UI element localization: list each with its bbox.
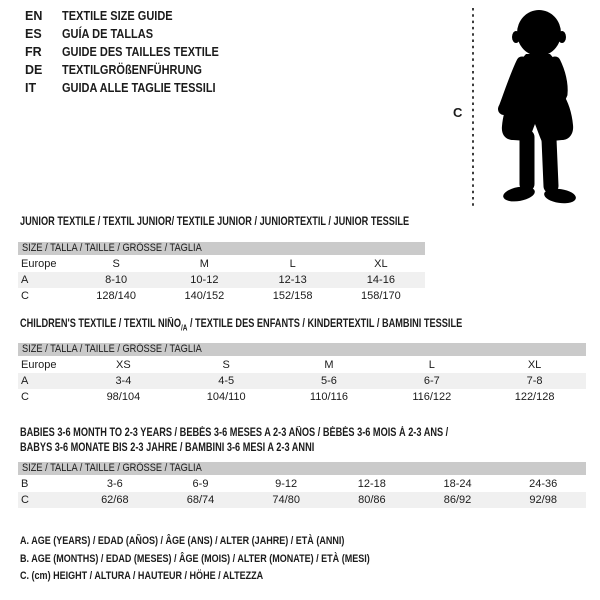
height-value: 128/140 bbox=[96, 290, 136, 302]
table-row-height bbox=[18, 288, 425, 304]
age-months-value: 9-12 bbox=[275, 477, 298, 490]
age-months-value: 24-36 bbox=[529, 477, 558, 490]
children-title-sub: /A bbox=[180, 323, 188, 333]
children-table-title bbox=[20, 318, 462, 332]
height-value: 116/122 bbox=[412, 391, 452, 403]
row-label: B bbox=[21, 477, 29, 490]
age-value: 10-12 bbox=[190, 274, 219, 286]
size-column: M bbox=[324, 358, 334, 371]
size-column: S bbox=[112, 257, 120, 270]
row-label: A bbox=[21, 274, 29, 286]
age-months-value: 12-18 bbox=[357, 477, 386, 490]
footnote-c: C. (cm) HEIGHT / ALTURA / HAUTEUR / HÖHE / ALTEZZA bbox=[20, 570, 264, 582]
table-row-height bbox=[18, 492, 586, 508]
language-code: FR bbox=[25, 45, 42, 59]
children-title-prefix: CHILDREN'S TEXTILE / TEXTIL NIÑO bbox=[20, 318, 181, 330]
language-code: DE bbox=[25, 63, 43, 77]
height-value: 92/98 bbox=[529, 494, 557, 506]
height-measure-label: C bbox=[453, 105, 463, 120]
babies-title-line2: BABYS 3-6 MONATE BIS 2-3 JAHRE / BAMBINI 3-6 MESI A 2-3 ANNI bbox=[20, 442, 315, 454]
babies-size-table bbox=[18, 462, 586, 508]
language-title: GUIDE DES TAILLES TEXTILE bbox=[62, 45, 219, 59]
size-column: L bbox=[428, 358, 435, 371]
age-months-value: 6-9 bbox=[192, 477, 209, 490]
height-value: 74/80 bbox=[272, 494, 300, 506]
table-row-height bbox=[18, 389, 586, 405]
height-value: 86/92 bbox=[443, 494, 472, 506]
footnote-a: A. AGE (YEARS) / EDAD (AÑOS) / ÂGE (ANS) / ALTER (JAHRE) / ETÀ (ANNI) bbox=[20, 535, 345, 547]
age-value: 8-10 bbox=[105, 274, 128, 286]
height-value: 152/158 bbox=[272, 290, 313, 302]
language-row-it bbox=[25, 79, 240, 97]
age-value: 6-7 bbox=[423, 375, 440, 387]
table-row-columns bbox=[18, 356, 586, 373]
age-value: 7-8 bbox=[526, 375, 543, 387]
age-value: 4-5 bbox=[218, 375, 235, 387]
height-value: 62/68 bbox=[101, 494, 129, 506]
language-row-en bbox=[25, 7, 240, 25]
language-row-de bbox=[25, 61, 240, 79]
height-value: 68/74 bbox=[186, 494, 215, 506]
junior-table-title: JUNIOR TEXTILE / TEXTIL JUNIOR/ TEXTILE JUNIOR / JUNIORTEXTIL / JUNIOR TESSILE bbox=[20, 216, 410, 228]
height-value: 158/170 bbox=[360, 290, 401, 302]
height-value: 140/152 bbox=[184, 290, 225, 302]
height-value: 98/104 bbox=[106, 391, 141, 403]
language-row-fr bbox=[25, 43, 240, 61]
babies-table-title bbox=[20, 426, 448, 456]
row-label: C bbox=[21, 290, 29, 302]
size-column: XS bbox=[116, 358, 131, 371]
children-title-suffix: / TEXTILE DES ENFANTS / KINDERTEXTIL / BAMBINI TESSILE bbox=[187, 318, 463, 330]
babies-title-line1: BABIES 3-6 MONTH TO 2-3 YEARS / BEBÉS 3-6 MESES A 2-3 AÑOS / BÉBÉS 3-6 MOIS À 2-3 ANS / bbox=[20, 427, 449, 439]
size-header-band bbox=[18, 242, 425, 255]
age-months-value: 3-6 bbox=[106, 477, 123, 490]
baby-silhouette-icon bbox=[482, 2, 595, 213]
table-row-columns bbox=[18, 255, 425, 272]
size-column: M bbox=[199, 257, 209, 270]
age-value: 14-16 bbox=[366, 274, 395, 286]
language-row-es bbox=[25, 25, 240, 43]
size-header-band bbox=[18, 462, 586, 475]
size-header-label: SIZE / TALLA / TAILLE / GRÖSSE / TAGLIA bbox=[22, 242, 202, 254]
height-value: 104/110 bbox=[206, 391, 246, 403]
height-measure-dashed-line bbox=[470, 8, 476, 206]
region-label: Europe bbox=[21, 257, 57, 270]
height-value: 122/128 bbox=[514, 391, 555, 403]
height-value: 110/116 bbox=[309, 391, 349, 403]
size-column: L bbox=[289, 257, 296, 270]
language-title: GUIDA ALLE TAGLIE TESSILI bbox=[62, 81, 216, 95]
region-label: Europe bbox=[21, 358, 57, 371]
age-months-value: 18-24 bbox=[443, 477, 472, 490]
language-list bbox=[25, 7, 240, 97]
size-column: XL bbox=[527, 358, 542, 371]
row-label: C bbox=[21, 391, 29, 403]
junior-size-table bbox=[18, 242, 425, 304]
language-code: ES bbox=[25, 27, 42, 41]
age-value: 3-4 bbox=[115, 375, 132, 387]
size-header-band bbox=[18, 343, 586, 356]
table-row-age bbox=[18, 272, 425, 288]
size-header-label: SIZE / TALLA / TAILLE / GRÖSSE / TAGLIA bbox=[22, 462, 202, 474]
row-label: A bbox=[21, 375, 29, 387]
language-code: IT bbox=[25, 81, 37, 95]
children-size-table bbox=[18, 343, 586, 405]
table-row-age bbox=[18, 373, 586, 389]
language-code: EN bbox=[25, 9, 43, 23]
language-title: GUÍA DE TALLAS bbox=[62, 27, 154, 41]
table-row-age-months bbox=[18, 475, 586, 492]
size-column: S bbox=[222, 358, 230, 371]
row-label: C bbox=[21, 494, 29, 506]
height-value: 80/86 bbox=[358, 494, 386, 506]
size-header-label: SIZE / TALLA / TAILLE / GRÖSSE / TAGLIA bbox=[22, 343, 202, 355]
footnote-b: B. AGE (MONTHS) / EDAD (MESES) / ÂGE (MOIS) / ALTER (MONATE) / ETÀ (MESI) bbox=[20, 552, 370, 565]
age-value: 5-6 bbox=[321, 375, 337, 387]
age-value: 12-13 bbox=[278, 274, 307, 286]
language-title: TEXTILE SIZE GUIDE bbox=[62, 9, 173, 23]
size-column: XL bbox=[374, 257, 388, 270]
language-title: TEXTILGRÖßENFÜHRUNG bbox=[62, 63, 202, 77]
footnotes bbox=[20, 533, 447, 586]
